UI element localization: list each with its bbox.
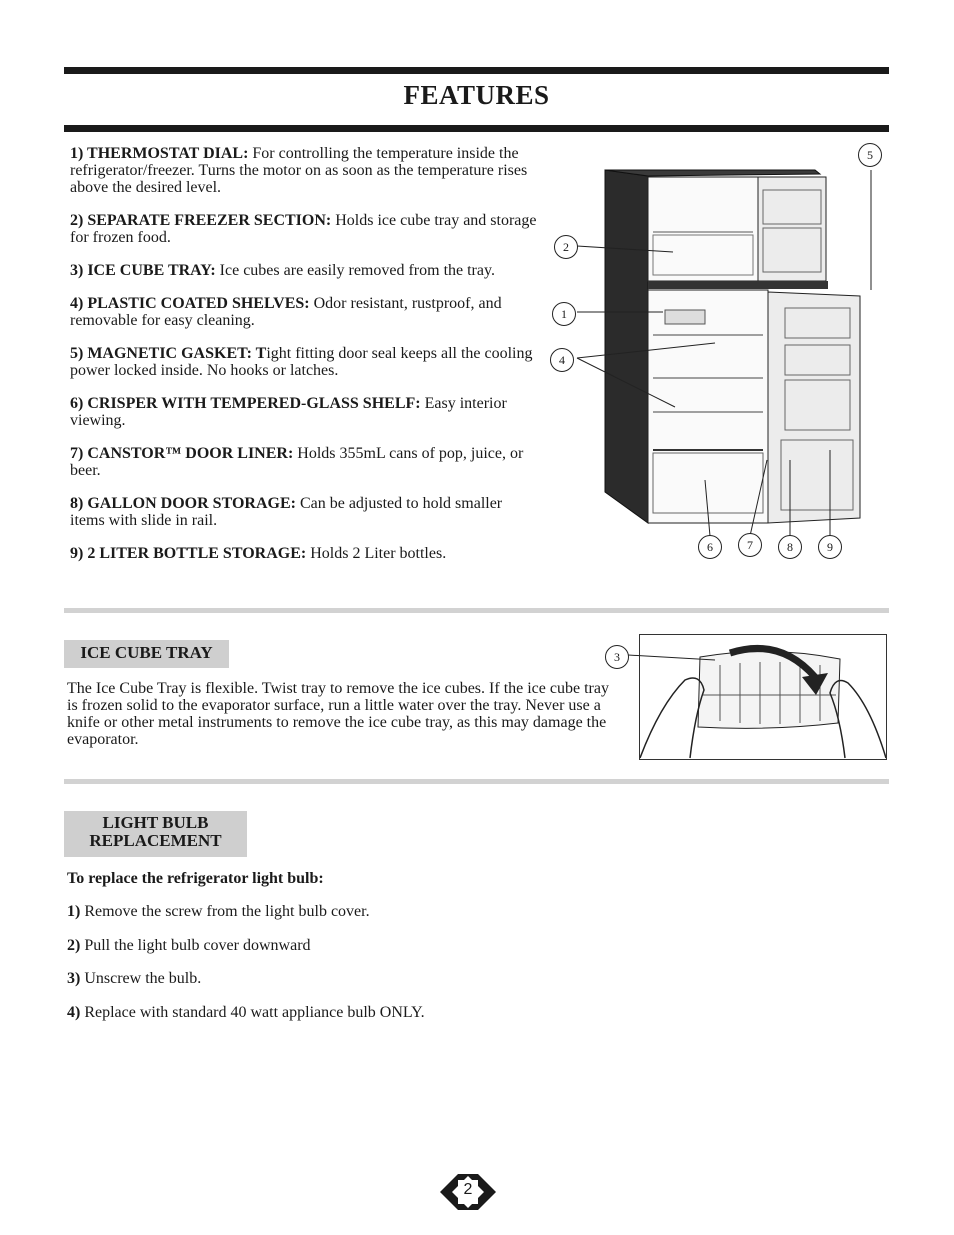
- feature-list: [70, 145, 540, 578]
- section-divider: [64, 779, 889, 784]
- feature-item: 1) THERMOSTAT DIAL: For controlling the temperature inside the refrigerator/freezer. Turns the motor on as soon as the temperature rises above the desired level.: [70, 145, 528, 196]
- title-rule: [64, 125, 889, 132]
- callout-2: 2: [554, 235, 578, 259]
- callout-6: 6: [698, 535, 722, 559]
- ice-cube-tray-body: The Ice Cube Tray is flexible. Twist tray to remove the ice cubes. If the ice cube tray is frozen solid to the evaporator surface, run a little water over the tray. Never use a knife or other metal instruments to remove the ice cube tray, as this may damage the evaporator.: [67, 680, 609, 748]
- callout-5: 5: [858, 143, 882, 167]
- feature-item: 6) CRISPER WITH TEMPERED-GLASS SHELF: Easy interior viewing.: [70, 395, 507, 429]
- page-number: 2: [463, 1181, 473, 1198]
- feature-item: 3) ICE CUBE TRAY: Ice cubes are easily removed from the tray.: [70, 262, 495, 279]
- section-divider: [64, 608, 889, 613]
- callout-7: 7: [738, 533, 762, 557]
- page-title: FEATURES: [403, 80, 550, 110]
- ice-callout-leader: [620, 640, 720, 680]
- light-bulb-step: 3) Unscrew the bulb.: [67, 970, 202, 987]
- light-bulb-step: 1) Remove the screw from the light bulb cover.: [67, 903, 370, 920]
- top-rule: [64, 67, 889, 74]
- refrigerator-diagram: [545, 140, 890, 570]
- feature-item: 8) GALLON DOOR STORAGE: Can be adjusted to hold smaller items with slide in rail.: [70, 495, 503, 529]
- callout-9: 9: [818, 535, 842, 559]
- callout-8: 8: [778, 535, 802, 559]
- callout-4: 4: [550, 348, 574, 372]
- light-bulb-heading: LIGHT BULB REPLACEMENT: [64, 811, 247, 857]
- ice-cube-tray-heading: ICE CUBE TRAY: [64, 640, 229, 668]
- feature-item: 5) MAGNETIC GASKET: Tight fitting door seal keeps all the cooling power locked inside. No hooks or latches.: [70, 345, 533, 379]
- feature-item: 4) PLASTIC COATED SHELVES: Odor resistant, rustproof, and removable for easy cleaning.: [70, 295, 502, 329]
- light-bulb-step: 2) Pull the light bulb cover downward: [67, 937, 311, 954]
- feature-item: 7) CANSTOR™ DOOR LINER: Holds 355mL cans of pop, juice, or beer.: [70, 445, 524, 479]
- callout-1: 1: [552, 302, 576, 326]
- feature-item: 2) SEPARATE FREEZER SECTION: Holds ice cube tray and storage for frozen food.: [70, 212, 537, 246]
- callout-3: 3: [605, 645, 629, 669]
- feature-item: 9) 2 LITER BOTTLE STORAGE: Holds 2 Liter bottles.: [70, 545, 447, 562]
- light-bulb-step: 4) Replace with standard 40 watt appliance bulb ONLY.: [67, 1004, 425, 1021]
- page-number-badge: [438, 1170, 498, 1214]
- light-bulb-intro: To replace the refrigerator light bulb:: [67, 870, 324, 887]
